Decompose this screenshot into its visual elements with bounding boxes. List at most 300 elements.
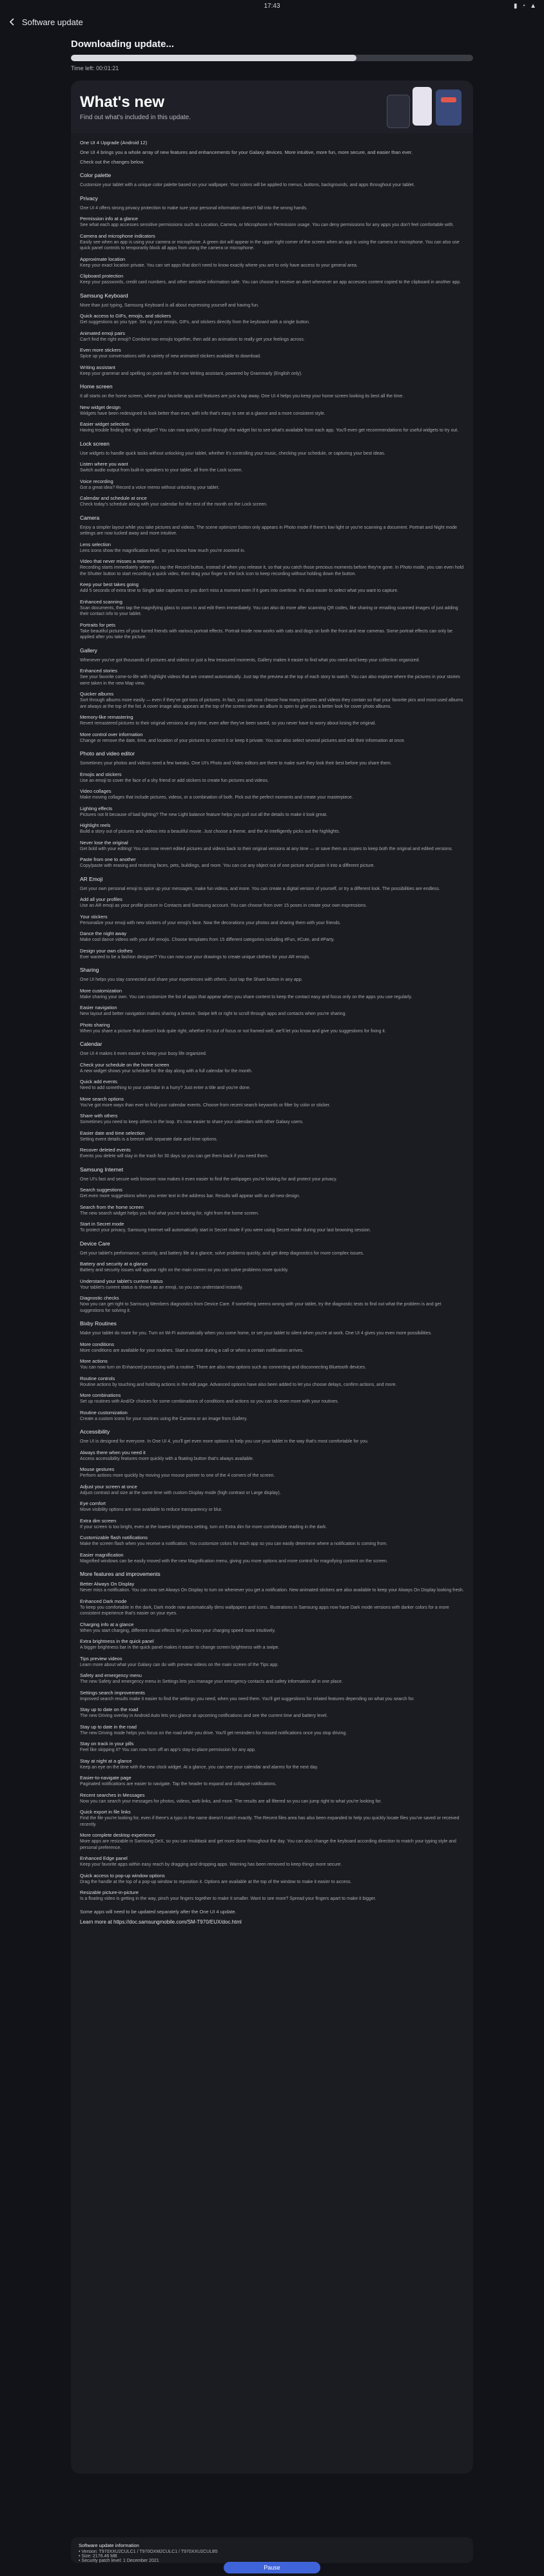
feature-title: Listen where you want [80,461,128,467]
feature-description: Got a great idea? Record a voice memo without unlocking your tablet. [80,485,220,490]
feature-item [80,1130,464,1143]
feature-title: Animated emoji pairs [80,330,126,336]
feature-description: Check today's schedule along with your calendar for the rest of the month on the Lock screen. [80,502,267,507]
section-title: AR Emoji [80,875,103,882]
feature-description: Get your own personal emoji to spice up your messages, make fun videos, and more. You can create a digital version of yourself, or try a different look. The possibilities are endless. [80,886,440,891]
feature-description: Having trouble finding the right widget? You can now quickly scroll through the widget list to see what's available from each app. You'll even get recommendations for useful widgets to try out. [80,428,459,433]
feature-item [80,1410,464,1423]
feature-item [80,1672,464,1685]
feature-title: Quicker albums [80,691,114,697]
feature-item [80,1855,464,1868]
feature-title: Charging info at a glance [80,1621,134,1627]
feature-description: Routine actions by touching and holding actions in the edit page. Advanced options have also been added to let you choose delays, confirm actions, and more. [80,1382,397,1387]
feature-item [80,1439,464,1445]
feature-description: Sometimes you need to keep others in the loop. It's now easier to share your calendars with other Galaxy users. [80,1120,304,1124]
feature-title: Search suggestions [80,1187,122,1193]
feature-title: Settings search improvements [80,1689,145,1696]
feature-item [80,1113,464,1126]
feature-item [80,478,464,491]
feature-title: New widget design [80,404,121,410]
feature-description: Get suggestions as you type. Set up your emojis, GIFs, and stickers directly from the keyboard with a single button. [80,320,310,325]
feature-item [80,886,464,893]
feature-title: Memory-like remastering [80,714,133,720]
feature-item [80,761,464,767]
notes-section [80,172,464,189]
notes-section [80,1428,464,1564]
feature-item [80,1598,464,1617]
feature-item [80,1147,464,1160]
feature-title: Calendar and schedule at once [80,495,147,501]
feature-item [80,421,464,434]
feature-item [80,931,464,943]
feature-title: Mouse gestures [80,1466,115,1472]
feature-description: Use widgets to handle quick tasks without unlocking your tablet, whether it's controlling your music, checking your schedule, or capturing your best ideas. [80,451,385,456]
feature-description: You've got more ways than ever to find your calendar events. Choose from recent search keywords or filter by color or sticker. [80,1103,331,1108]
feature-item [80,668,464,687]
feature-description: Get your tablet's performance, security, and battery life at a glance, solve problems quickly, and get deep diagnostics for more complex issues. [80,1251,364,1256]
feature-title: Enhanced Dark mode [80,1598,127,1604]
software-update-info [71,2537,473,2563]
intro-paragraph: Check out the changes below. [80,159,145,165]
feature-description: When you share a picture that doesn't look quite right, whether it's out of focus or not framed well, we'll let you know and give you suggestions for fixing it. [80,1028,386,1034]
feature-item [80,914,464,927]
feature-item [80,788,464,801]
feature-title: Add all your profiles [80,896,122,902]
feature-description: A bigger brightness bar in the quick panel makes it easier to change screen brightness with a swipe. [80,1645,280,1650]
feature-item [80,1295,464,1314]
feature-item [80,1535,464,1548]
app-bar [0,13,544,31]
notes-section [80,383,464,434]
feature-item [80,1809,464,1828]
feature-item [80,1690,464,1703]
feature-title: More search options [80,1095,124,1102]
feature-title: Share with others [80,1113,118,1119]
feature-item [80,1758,464,1771]
feature-item [80,896,464,909]
feature-item [80,1707,464,1719]
feature-description: Switch audio output from built-in speakers to your tablet, all from the Lock screen. [80,468,243,473]
feature-description: Create a custom icons for your routines using the Camera or an image from Gallery. [80,1416,248,1421]
bottom-bar [0,2562,544,2576]
feature-item [80,1484,464,1497]
section-title: More features and improvements [80,1571,160,1577]
feature-description: Paginated notifications are easier to navigate. Tap the header to expand and collapse notifications. [80,1782,277,1786]
feature-item [80,216,464,229]
feature-description: Magnified windows can be easily moved with the new Magnification menu, giving you more options and more control for magnifying content on the screen. [80,1558,388,1564]
feature-description: The new Safety and emergency menu in Settings lets you manage your emergency contacts and safety information all in one place. [80,1680,343,1684]
feature-description: Need to add something to your calendar in a hurry? Just enter a title and you're done. [80,1086,251,1090]
page-title: Software update [22,17,83,27]
feature-description: You can now turn on Enhanced processing with a routine. There are also new options such as connecting and disconnecting Bluetooth devices. [80,1365,367,1370]
feature-title: Enhanced stories [80,668,117,674]
feature-description: The new search widget helps you find what you're looking for, right from the home screen. [80,1211,259,1216]
notes-section [80,647,464,744]
feature-title: Diagnostic checks [80,1295,119,1301]
notes-section [80,750,464,869]
feature-title: Easier widget selection [80,421,130,427]
feature-item [80,404,464,417]
feature-description: One UI 4 makes it even easier to keep your busy life organized. [80,1052,207,1056]
feature-item [80,1392,464,1405]
section-title: Samsung Internet [80,1166,124,1173]
feature-description: Recording starts immediately when you tap the Record button, instead of when you release it, so that you catch those precious moments before they're gone. In Photo mode, you can even hold the Shutter button to start recording a quick video, then drag your finger to the lock icon to keep recording without holding down the button. [80,565,464,576]
feature-description: Pictures not lit because of bad lighting? The new Light balance feature helps you pull out all the details to make it look great. [80,812,327,817]
feature-item [80,1450,464,1463]
feature-title: Video that never misses a moment [80,558,155,564]
feature-title: Easier date and time selection [80,1130,145,1136]
feature-description: Copy/paste with erasing and restoring faces, pets, buildings, and more. You can cut any object out of one picture and paste it into a different picture. [80,864,375,868]
learn-more-link[interactable]: https://doc.samsungmobile.com/SM-T970/EUX/doc.html [113,1918,242,1925]
feature-item [80,806,464,819]
feature-description: Easily see when an app is using your camera or microphone. A green dot will appear in the upper right corner of the screen when an app is using the camera or microphone. You can also use quick panel controls to temporarily block all apps from using the camera or microphone. [80,240,460,251]
feature-title: Quick add events [80,1079,117,1084]
notes-section [80,1041,464,1160]
feature-description: Spice up your conversations with a variety of new animated stickers available to download. [80,354,261,359]
feature-description: One UI 4 offers strong privacy protection to make sure your personal information doesn't fall into the wrong hands. [80,205,307,211]
feature-item [80,1873,464,1886]
pause-button[interactable]: Pause [224,2562,320,2573]
feature-description: Sort through albums more easily — even if they've got tons of pictures. In fact, you can now choose how many pictures and videos they contain so that your favorite pics and most-used albums are always at the top of the list. A cover image also appears at the top of the screen when an album is open to give you a better look for cover photo albums. [80,698,463,709]
feature-description: Make sharing your own. You can customize the list of apps that appear when you share content to keep the contact easy and focus only on the apps you use regularly. [80,994,413,999]
feature-description: Sometimes your photos and videos need a few tweaks. One UI's Photo and Video editors are there to make sure they look their best before you share them. [80,761,392,766]
feature-item [80,822,464,835]
feature-description: Improved search results make it easier to find the settings you need, when you need them. You'll get suggestions for related features depending on what you search for. [80,1696,415,1701]
feature-title: Adjust your screen at once [80,1483,137,1490]
feature-description: Change or remove the date, time, and location of your pictures to correct it or keep it private. You can also select several pictures and edit their information at once. [80,738,405,743]
feature-description: Lens icons show the magnification level, so you know how much you're zoomed in. [80,548,246,553]
feature-description: The new Driving overlay in Android Auto lets you glance at upcoming notifications and see the current time and battery level. [80,1714,328,1718]
feature-title: Portraits for pets [80,621,116,628]
feature-description: Customize your tablet with a unique color palette based on your wallpaper. Your colors will be applied to menus, buttons, backgrounds, and apps throughout your tablet. [80,183,415,187]
feature-description: Use an emoji to cover the face of a shy friend or add stickers to create fun pictures and videos. [80,778,269,783]
feature-item [80,599,464,618]
feature-description: Use an AR emoji as your profile picture in Contacts and Samsung account. You can choose from over 15 poses in create your own expressions. [80,904,367,908]
download-heading: Downloading update... [71,39,174,50]
feature-item [80,988,464,1001]
feature-item [80,1622,464,1634]
notes-section [80,440,464,508]
info-heading: Software update information [79,2543,139,2548]
feature-description: Find the file you're looking for, even if there's a typo in the name doesn't match exactly. The Recent files area has also been expanded to help you quickly locate files you've saved or received recently. [80,1816,460,1827]
feature-description: If your screen is too bright, even at the lowest brightness setting, turn on Extra dim for more comfortable reading in the dark. [80,1524,327,1530]
feature-title: Stay up to date in the road [80,1723,137,1730]
feature-title: More combinations [80,1392,121,1398]
feature-item [80,1518,464,1531]
section-title: Camera [80,514,100,521]
section-title: Calendar [80,1041,102,1047]
feature-title: Recover deleted events [80,1147,131,1153]
release-notes-intro [80,140,464,166]
section-title: Home screen [80,383,113,390]
feature-title: Dance the night away [80,931,127,936]
feature-item [80,1079,464,1092]
feature-item [80,393,464,400]
feature-title: Video collages [80,788,112,794]
whats-new-header [71,80,473,133]
feature-item [80,840,464,853]
feature-title: Resizable picture-in-picture [80,1889,139,1895]
feature-description: Now you can get right to Samsung Members diagnostics from Device Care. If something seems wrong with your tablet, try the diagnostic tests to find out what the problem is and get suggestions for solving it. [80,1302,442,1313]
feature-title: Paste from one to another [80,857,136,862]
feature-description: More than just typing, Samsung Keyboard is all about expressing yourself and having fun. [80,303,259,308]
devices-illustration [387,86,464,131]
feature-item [80,451,464,457]
feature-description: Battery and security issues will appear right on the main screen so you can solve problems more quickly. [80,1268,289,1273]
feature-item [80,558,464,577]
release-notes [71,133,473,1926]
download-progress-bar [71,55,473,61]
feature-title: Tips preview videos [80,1655,122,1662]
feature-title: Extra brightness in the quick panel [80,1638,154,1644]
feature-description: Scan documents, then tap the magnifying glass to zoom in and edit them immediately. You can also do more after scanning QR codes, like sharing or emailing scanned images of just adding their contact info to your tablet. [80,605,458,616]
feature-description: The new Driving mode helps you focus on the road while you drive. You'll get reminders for missed notifications once you stop driving. [80,1730,347,1736]
feature-title: More customization [80,987,122,994]
feature-title: More complete desktop experience [80,1832,155,1838]
feature-title: Recent searches in Messages [80,1792,145,1798]
feature-title: Enhanced Edge panel [80,1855,128,1861]
feature-item [80,1889,464,1902]
feature-item [80,691,464,710]
section-title: Gallery [80,647,97,654]
feature-title: Customizable flash notifications [80,1535,148,1540]
back-arrow-icon[interactable] [6,16,18,28]
feature-title: Battery and security at a glance [80,1261,148,1267]
notes-section [80,1166,464,1234]
notes-section [80,515,464,641]
feature-description: A new widget shows your schedule for the day along with a full calendar for the month. [80,1068,253,1074]
feature-item [80,1005,464,1018]
feature-title: Quick access to GIFs, emojis, and stickers [80,313,171,319]
learn-more [80,1919,464,1926]
feature-item [80,1501,464,1513]
feature-title: Easier-to-navigate page [80,1775,131,1781]
feature-description: Build a story out of pictures and videos into a beautiful movie. Just choose a theme, and the AI intelligently picks out the highlights. [80,829,340,834]
feature-description: See what each app accesses sensitive permissions such as Location, Camera, or Microphone in Permission usage. You can deny permissions for any apps you don't feel comfortable with. [80,223,454,227]
feature-title: Voice recording [80,478,113,484]
feature-title: Quick export in file links [80,1809,131,1815]
status-time: 17:43 [264,3,280,10]
info-line: • Version: T970XXU2CULC1 / T970OXM2CULC1 / T970XXU2CULB5 [79,2550,218,2554]
feature-item [80,1187,464,1200]
feature-item [80,273,464,286]
feature-description: Widgets have been redesigned to look better than ever, with info that's easy to see at a glance and a more consistent style. [80,411,325,416]
feature-item [80,256,464,269]
feature-item [80,365,464,377]
notes-section [80,195,464,286]
feature-description: Ever wanted to be a fashion designer? You can now use your drawings to create unique clothes for your AR emojis. [80,954,311,960]
feature-item [80,622,464,641]
section-title: Photo and video editor [80,750,135,757]
feature-item [80,1051,464,1057]
feature-title: Keep your best takes going [80,582,139,587]
feature-item [80,1358,464,1371]
feature-description: Setting event details is a breeze with separate date and time options. [80,1137,218,1142]
feature-item [80,1022,464,1035]
notes-section [80,1571,464,1902]
feature-title: Safety and emergency menu [80,1672,142,1678]
feature-item [80,714,464,727]
feature-description: See your favorite come-to-life with highlight videos that are created automatically. Just tap the preview at the top of each story to watch. You can also explore where the pictures in your stories were taken in the new Map view. [80,675,460,686]
feature-title: Easier magnification [80,1551,124,1558]
feature-title: Quick access to pop-up window options [80,1872,165,1879]
feature-description: More conditions are available for your routines. Start a routine during a call or when a certain notification arrives. [80,1348,304,1353]
feature-title: Design your own clothes [80,947,133,954]
feature-item [80,582,464,594]
feature-item [80,1261,464,1274]
feature-title: Stay on track in your pills [80,1741,134,1747]
feature-description: Now you can search your messages for photos, videos, web links, and more. The results are all filtered so you can jump right to what you're looking for. [80,1799,382,1804]
feature-description: It all starts on the home screen, where your favorite apps and features are just a tap away. One UI 4 helps you keep your home screen looking its best all the time. [80,394,404,399]
intro-paragraph: One UI 4 Upgrade (Android 12) [80,140,148,146]
feature-description: Take beautiful pictures of your furred friends with various portrait effects. Portrait mode now works with cats and dogs on both the front and rear cameras. Some portrait effects can only be applied after you take the picture. [80,629,452,639]
feature-item [80,303,464,309]
feature-title: Routine controls [80,1375,115,1381]
feature-description: Whenever you've got thousands of pictures and videos or just a few treasured moments, Gallery makes it easier to find what you need and keep your collection organized. [80,658,420,663]
feature-description: Revert remastered pictures to their original versions at any time, even after they've been saved, so you never have to worry about losing the original. [80,721,376,726]
feature-item [80,658,464,664]
feature-title: Emojis and stickers [80,771,122,777]
feature-description: Your tablet's current status is shown as an emoji, so you can understand instantly. [80,1285,244,1290]
feature-item [80,948,464,961]
download-progress-fill [71,55,356,61]
feature-description: Move visibility options are now available to reduce transparency or blur. [80,1508,223,1512]
whats-new-card [71,80,473,2474]
feature-item [80,1331,464,1337]
notes-section [80,292,464,377]
feature-title: Search from the home screen [80,1204,144,1210]
section-title: Lock screen [80,440,110,447]
feature-description: Never miss a notification. You can now set Always On Display to turn on whenever you get a notification. New animated stickers are also available to keep your Always On Display looking fresh. [80,1588,464,1593]
whats-new-title: What's new [80,93,165,111]
feature-item [80,1096,464,1109]
feature-description: Drag the handle at the top of a pop-up window to reposition it. Options are available at the top of the window to make it easier to access. [80,1879,352,1884]
feature-description: Keep an eye on the time with the new clock widget. At a glance, you can see your calendar and alarms for the next day. [80,1765,318,1770]
feature-item [80,1741,464,1754]
feature-description: Can't find the right emoji? Combine two emojis together, then add an animation to really get your feelings across. [80,337,305,342]
feature-title: Check your schedule on the home screen [80,1061,170,1068]
feature-description: Make cool dance videos with your AR emojis. Choose templates from 15 different categories including #Fun, #Cute, and #Party. [80,938,335,942]
section-title: Device Care [80,1240,110,1247]
feature-title: Enhanced scanning [80,598,122,605]
release-notes-sections [80,172,464,1902]
feature-description: Is a floating video is getting in the way, pinch your fingers together to make it smaller. Want to see more? Spread your fingers apart to make it bigger. [80,1897,376,1901]
notes-section [80,967,464,1034]
feature-description: New layout and better navigation makes sharing a breeze. Swipe left or right to scroll through apps and contacts when you're sharing. [80,1012,347,1016]
feature-item [80,1376,464,1388]
feature-description: When you start charging, different visual effects let you know your charging speed more intuitively. [80,1628,276,1633]
feature-description: One UI helps you stay connected and share your experiences with others. Just tap the Share button in any app. [80,978,303,982]
intro-paragraph: One UI 4 brings you a whole array of new features and enhancements for your Galaxy devices. More intuitive, more fun, more secure, and easier than ever. [80,149,413,155]
feature-title: Even more stickers [80,347,121,353]
section-title: Privacy [80,194,98,202]
feature-item [80,1832,464,1851]
feature-item [80,1581,464,1594]
feature-title: Photo sharing [80,1021,110,1028]
feature-item [80,525,464,537]
feature-item [80,1062,464,1075]
feature-description: Keep your exact location private. You can set apps that don't need to know exactly where you are to only have access to your general area. [80,263,358,268]
feature-description: Make your tablet do more for you. Turn on Wi-Fi automatically when you come home, or set your tablet to silent when you're at work. One UI 4 gives you even more possibilities. [80,1331,432,1336]
feature-title: Stay up to date on the road [80,1707,139,1712]
feature-title: Highlight reels [80,822,111,828]
feature-description: Events you delete will stay in the trash for 30 days so you can get them back if you need them. [80,1154,269,1159]
section-title: Accessibility [80,1428,110,1435]
info-line: • Size: 2176.46 MB [79,2554,117,2559]
section-title: Samsung Keyboard [80,292,128,299]
feature-item [80,330,464,343]
whats-new-subtitle: Find out what's included in this update. [80,114,191,121]
feature-description: Personalize your emoji with new stickers of your emoji's face. Now the decorations your photos and sharing them with your friends. [80,920,341,925]
feature-item [80,1638,464,1651]
feature-title: Better Always On Display [80,1581,135,1587]
feature-item [80,772,464,784]
feature-item [80,857,464,869]
feature-item [80,1775,464,1788]
feature-description: Get bold with your editing! You can now revert edited pictures and videos back to their original versions at any time — or save them as copies to keep both the original and edited versions. [80,846,453,851]
feature-description: Make moving collages that include pictures, videos, or a combination of both. Pick out the perfect moments and create your masterpiece. [80,795,353,800]
section-title: Color palette [80,172,112,178]
feature-title: Routine customization [80,1409,128,1416]
feature-item [80,1177,464,1183]
feature-item [80,461,464,474]
feature-item [80,1724,464,1737]
notes-section [80,1240,464,1314]
notes-section [80,1320,464,1422]
feature-description: Keep your favorite apps within easy reach by dragging and dropping apps. Warning has been removed to keep things more secure. [80,1862,342,1867]
feature-description: Perform actions more quickly by moving your mouse pointer to one of the 4 corners of the screen. [80,1473,275,1478]
feature-title: More conditions [80,1341,114,1347]
closing-note: Some apps will need to be updated separately after the One UI 4 update. [80,1908,237,1915]
feature-description: Get even more suggestions when you enter text in the address bar. Results will appear with an all-new design. [80,1194,300,1198]
feature-title: Stay at night at a glance [80,1757,132,1764]
feature-description: Keep your grammar and spelling on point with the new Writing assistant, powered by Grammarly (English only). [80,371,302,376]
feature-title: Easier navigation [80,1005,117,1010]
feature-item [80,1341,464,1354]
feature-item [80,732,464,744]
learn-more-prefix: Learn more at [80,1918,114,1925]
notes-section [80,876,464,961]
feature-title: Writing assistant [80,364,115,370]
feature-description: Keep your passwords, credit card numbers, and other sensitive information safe. You can choose to receive an alert whenever an app accesses content copied to the clipboard in another app. [80,280,461,285]
feature-item [80,182,464,189]
feature-item [80,977,464,983]
feature-item [80,1552,464,1565]
feature-description: Learn more about what your Galaxy can do with preview videos on the main screen of the Tips app. [80,1662,279,1667]
feature-item [80,1221,464,1234]
feature-title: Approximate location [80,256,126,262]
time-left: Time left: 00:01:21 [71,65,119,71]
feature-item [80,233,464,252]
feature-title: Understand your tablet's current status [80,1278,163,1284]
feature-title: Camera and microphone indicators [80,232,155,239]
feature-title: Clipboard protection [80,273,124,279]
feature-description: Enjoy a simpler layout while you take pictures and videos. The scene optimizer button only appears in Photo mode if there's low light or you're scanning a document. Portrait and Night mode settings are now tucked away and more intuitive. [80,525,458,536]
section-title: Sharing [80,967,99,973]
feature-item [80,313,464,326]
feature-title: Eye comfort [80,1501,106,1506]
feature-description: One UI is designed for everyone. In One UI 4, you'll get even more options to help you use your tablet in the way that's most comfortable for you. [80,1439,369,1444]
download-status [0,31,544,71]
feature-title: Extra dim screen [80,1517,117,1524]
feature-item [80,1466,464,1479]
feature-description: Make the screen flash when you receive a notification. You customize colors for each app so you can easily determine where a notification is coming from. [80,1542,388,1546]
feature-item [80,1278,464,1291]
feature-title: Never lose the original [80,839,128,846]
feature-title: Permission info at a glance [80,216,139,222]
feature-item [80,1204,464,1217]
feature-title: More actions [80,1358,108,1364]
